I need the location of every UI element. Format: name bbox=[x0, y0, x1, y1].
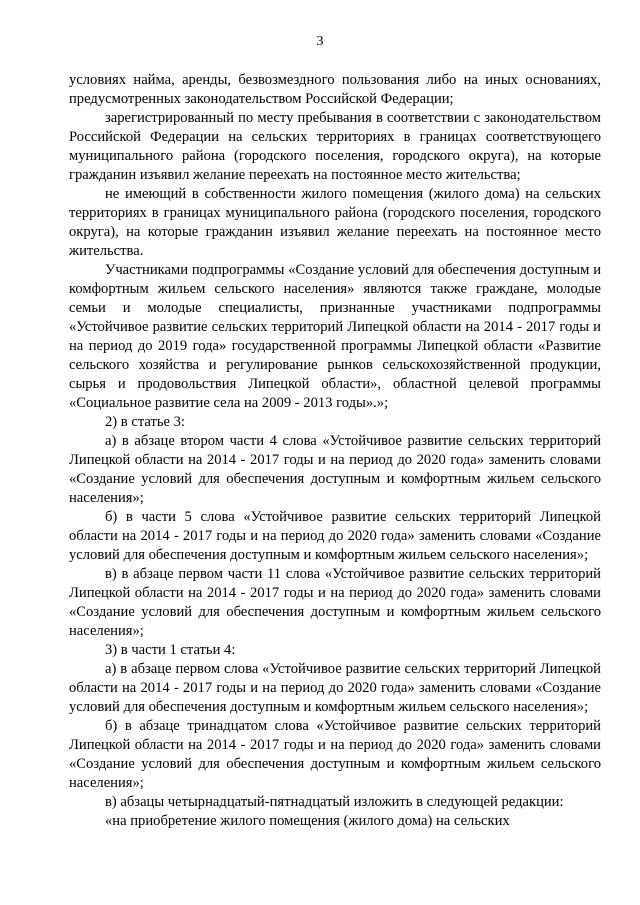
paragraph-7: б) в части 5 слова «Устойчивое развитие сельских территорий Липецкой области на 2014 - 2017 годы и на период до 2020 года» заменить словами «Создание условий для обеспечения доступным и комфортным жильем сельского населения»; bbox=[69, 509, 601, 563]
page-number: 3 bbox=[316, 34, 324, 49]
document-body bbox=[69, 71, 601, 831]
paragraph-8: в) в абзаце первом части 11 слова «Устойчивое развитие сельских территорий Липецкой области на 2014 - 2017 годы и на период до 2020 года» заменить словами «Создание условий для обеспечения доступным и комфортным жильем сельского населения»; bbox=[69, 566, 601, 639]
paragraph-9: 3) в части 1 статьи 4: bbox=[105, 642, 236, 658]
paragraph-2: зарегистрированный по месту пребывания в соответствии с законодательством Российской Федерации на сельских территориях в границах соответствующего муниципального района (городского поселения, городского округа), на которые гражданин изъявил желание переехать на постоянное место жительства; bbox=[69, 110, 601, 183]
paragraph-4: Участниками подпрограммы «Создание условий для обеспечения доступным и комфортным жильем сельского населения» являются также граждане, молодые семьи и молодые специалисты, признанные участниками подпрограммы «Устойчивое развитие сельских территорий Липецкой области на 2014 - 2017 годы и на период до 2019 года» государственной программы Липецкой области «Развитие сельского хозяйства и регулирование рынков сельскохозяйственной продукции, сырья и продовольствия Липецкой области», областной целевой программы «Социальное развитие села на 2009 - 2013 годы».»; bbox=[69, 262, 601, 411]
paragraph-12: в) абзацы четырнадцатый-пятнадцатый изложить в следующей редакции: bbox=[105, 794, 564, 810]
paragraph-10: а) в абзаце первом слова «Устойчивое развитие сельских территорий Липецкой области на 2014 - 2017 годы и на период до 2020 года» заменить словами «Создание условий для обеспечения доступным и комфортным жильем сельского населения»; bbox=[69, 661, 601, 715]
paragraph-3: не имеющий в собственности жилого помещения (жилого дома) на сельских территориях в границах муниципального района (городского поселения, городского округа), на которые гражданин изъявил желание переехать на постоянное место жительства. bbox=[69, 186, 601, 259]
paragraph-5: 2) в статье 3: bbox=[105, 414, 185, 430]
paragraph-6: а) в абзаце втором части 4 слова «Устойчивое развитие сельских территорий Липецкой области на 2014 - 2017 годы и на период до 2020 года» заменить словами «Создание условий для обеспечения доступным и комфортным жильем сельского населения»; bbox=[69, 433, 601, 506]
paragraph-11: б) в абзаце тринадцатом слова «Устойчивое развитие сельских территорий Липецкой области на 2014 - 2017 годы и на период до 2020 года» заменить словами «Создание условий для обеспечения доступным и комфортным жильем сельского населения»; bbox=[69, 718, 601, 791]
paragraph-1: условиях найма, аренды, безвозмездного пользования либо на иных основаниях, предусмотренных законодательством Российской Федерации; bbox=[69, 72, 601, 107]
paragraph-13: «на приобретение жилого помещения (жилого дома) на сельских bbox=[105, 813, 510, 829]
